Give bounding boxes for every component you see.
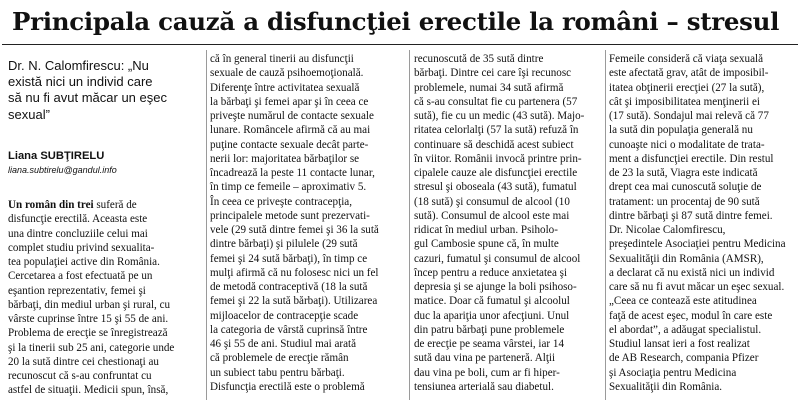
intro-text: suferă de disfuncţie erectilă. Aceasta este una dintre concluziile celui mai complet studiu privind sexualita- tea populaţiei active din România. xyxy=(8,199,160,268)
article-headline: Principala cauză a disfuncţiei erectile la români – stresul xyxy=(12,7,780,36)
column-divider xyxy=(206,50,207,400)
paragraph: Diferenţe între activitatea sexuală la bărbaţi şi femei apar şi în ceea ce priveşte numărul de contacte sexuale lunare. Româncele afirmă că au mai puţine contacte sexuale decât parte- nerii lor: majoritatea bărbaţilor se încadrează la peste 11 contacte lunar, în timp ce femeile – aproximativ 5. xyxy=(210,81,375,194)
paragraph: Disfuncţia erectilă este o problemă xyxy=(210,380,365,393)
column-2-body xyxy=(210,52,406,394)
column-4-body xyxy=(609,52,799,394)
column-3-body xyxy=(414,52,604,394)
headline-rule xyxy=(2,44,798,45)
intro-bold-text: Un român din trei xyxy=(8,199,94,211)
paragraph: În ceea ce priveşte contracepţia, principalele metode sunt prezervati- vele (29 sută dintre femei şi 36 la sută dintre bărbaţi) şi pilulele (29 sută femei şi 24 sută bărbaţi), în timp ce mulţi afirmă că nu folosesc nici un fel de metodă contraceptivă (18 la sută femei şi 22 la sută bărbaţi). Utilizarea mijloacelor de contracepţie scade la categoria de vârstă cuprinsă între 46 şi 55 de ani. Studiul mai arată că problemele de erecţie rămân un subiect tabu pentru bărbaţi. xyxy=(210,195,379,379)
column-1-body xyxy=(8,198,204,398)
paragraph: recunoscută de 35 sută dintre bărbaţi. Dintre cei care îşi recunosc problemele, numai 34 sută afirmă că s-au consultat fie cu partenera (57 sută), fie cu un medic (43 sută). Majo- ritatea celorlalţi (57 la sută) refuză în continuare să deschidă acest subiect în viitor. Românii invocă printre prin- cipalele cauze ale disfuncţiei erectile stresul şi oboseala (43 sută), fumatul (18 sută) şi consumul de alcool (10 sută). Consumul de alcool este mai ridicat în mediul urban. Psiholo- gul Cambosie spune că, în multe cazuri, fumatul şi consumul de alcool încep pentru a reduce anxietatea şi depresia şi se ajunge la boli psihoso- matice. Doar că fumatul şi alcoolul duc la apariţia unor afecţiuni. Unul din patru bărbaţi pune problemele de erecţie pe seama vârstei, iar 14 sută dau vina pe parteneră. Alţii dau vina pe boli, cum ar fi hiper- tensiunea arterială sau diabetul. xyxy=(414,53,585,393)
byline-email[interactable]: liana.subtirelu@gandul.info xyxy=(8,165,117,175)
column-divider xyxy=(409,50,410,400)
paragraph xyxy=(8,198,204,269)
paragraph: Cercetarea a fost efectuată pe un eşantion reprezentativ, femei şi bărbaţi, din mediul urban şi rural, cu vârste cuprinse între 15 şi 55 de ani. Problema de erecţie se înregistrează şi la tinerii sub 25 ani, categorie unde 20 la sută dintre cei chestionaţi au recunoscut că s-au confruntat cu astfel de situaţii. Medicii spun, însă, xyxy=(8,270,175,397)
column-divider xyxy=(605,50,606,400)
paragraph: Femeile consideră că viaţa sexuală este afectată grav, atât de imposibil- itatea obţinerii erecţiei (27 la sută), cât şi imposibilitatea menţinerii ei (17 sută). Sondajul mai relevă că 77 la sută din populaţia generală nu cunoaşte nici o modalitate de trata- ment a disfuncţiei erectile. Din restul de 23 la sută, Viagra este indicată drept cea mai cunoscută soluţie de tratament: un procentaj de 90 sută dintre bărbaţi şi 87 sută dintre femei. xyxy=(609,53,774,222)
byline-author: Liana SUBŢIRELU xyxy=(8,150,105,162)
paragraph: Dr. Nicolae Calomfirescu, preşedintele Asociaţiei pentru Medicina Sexualităţii din România (AMSR), a declarat că nu există nici un individ care să nu fi avut măcar un eşec sexual. „Ceea ce contează este atitudinea faţă de acest eşec, modul în care este el abordat”, a adăugat specialistul. xyxy=(609,224,786,336)
article-lede: Dr. N. Calomfirescu: „Nu există nici un individ care să nu fi avut măcar un eşec sexual” xyxy=(8,58,167,122)
paragraph: Studiul lansat ieri a fost realizat de AB Research, compania Pfizer şi Asociaţia pentru Medicina Sexualităţii din România. xyxy=(609,338,759,393)
paragraph: că în general tinerii au disfuncţii sexuale de cauză psihoemoţională. xyxy=(210,53,364,80)
